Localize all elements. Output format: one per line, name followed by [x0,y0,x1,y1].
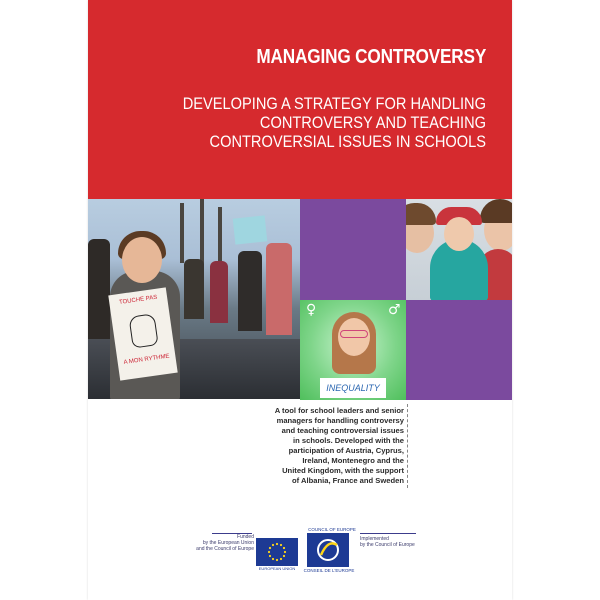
girls-photo [406,199,512,300]
description-line: Ireland, Montenegro and the [302,456,404,465]
eu-flag-logo [256,538,298,566]
description-line: and teaching controversial issues [281,426,404,435]
inequality-sign: INEQUALITY [320,378,386,398]
female-symbol-icon: ♀ [306,302,317,318]
subtitle-line: CONTROVERSY AND TEACHING [259,113,486,132]
description-line: in schools. Developed with the [293,436,404,445]
hand-icon [128,313,158,348]
protest-sign [108,287,177,380]
protest-photo [88,199,300,399]
coe-label-en: COUNCIL OF EUROPE [308,527,356,532]
sign-text-top: TOUCHE PAS [118,294,158,306]
funded-by-text: Funded by the European Union and the Council of Europe [196,534,254,553]
description-line: managers for handling controversy [276,416,404,425]
document-cover [88,0,512,600]
document-subtitle [176,94,486,151]
coe-label-fr: CONSEIL DE L'EUROPE [303,568,355,573]
glasses [340,330,368,338]
inequality-photo [300,300,406,400]
implemented-by-text: Implemented by the Council of Europe [360,536,415,549]
description-line: participation of Austria, Cyprus, [288,446,404,455]
male-symbol-icon: ♂ [388,302,401,318]
subtitle-line: DEVELOPING A STRATEGY FOR HANDLING [182,94,486,113]
description-line: of Albania, France and Sweden [292,476,404,485]
title-banner [88,0,512,199]
subtitle-line: CONTROVERSIAL ISSUES IN SCHOOLS [209,132,486,151]
description [228,406,404,486]
protest-placard [233,215,268,244]
purple-block-top [300,199,406,300]
eu-stars-icon [256,538,298,566]
eu-label: EUROPEAN UNION [258,566,296,571]
document-title: MANAGING CONTROVERSY [256,46,486,68]
sign-text-bottom: A MON RYTHME [123,353,170,366]
description-line: A tool for school leaders and senior [274,406,404,415]
coe-logo [307,533,349,567]
dotted-divider [407,404,408,488]
description-line: United Kingdom, with the support [282,466,404,475]
coe-emblem-icon [307,533,349,567]
purple-block-bottom [406,300,512,400]
